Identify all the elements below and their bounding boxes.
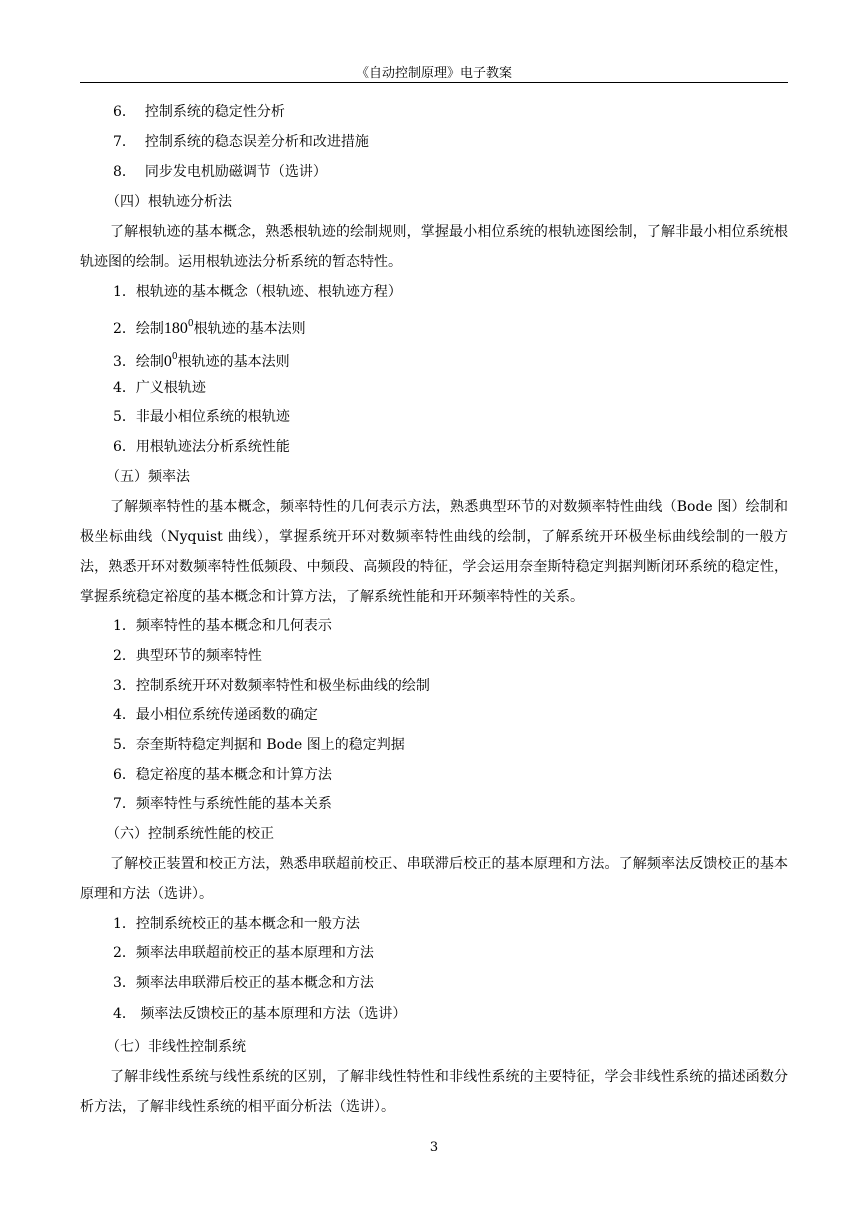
list-item: 5．非最小相位系统的根轨迹: [113, 409, 290, 425]
paragraph: 了解非线性系统与线性系统的区别，了解非线性特性和非线性系统的主要特征，学会非线性系统的描述函数分析方法，了解非线性系统的相平面分析法（选讲）。: [80, 1069, 788, 1115]
list-item: 1．控制系统校正的基本概念和一般方法: [113, 916, 360, 932]
header-rule: [80, 82, 788, 83]
list-item: 8． 同步发电机励磁调节（选讲）: [113, 164, 327, 180]
list-item: 5．奈奎斯特稳定判据和 Bode 图上的稳定判据: [113, 737, 405, 753]
page-number: 3: [429, 1140, 439, 1155]
list-item: 4．最小相位系统传递函数的确定: [113, 707, 318, 723]
list-item: 7．频率特性与系统性能的基本关系: [113, 796, 332, 812]
paragraph: 了解频率特性的基本概念，频率特性的几何表示方法，熟悉典型环节的对数频率特性曲线（Bode 图）绘制和极坐标曲线（Nyquist 曲线），掌握系统开环对数频率特性曲线的绘制，了解系统开环极坐标曲线绘制的一般方法，熟悉开环对数频率特性低频段、中频段、高频段的特征，学会运用奈奎斯特稳定判据判断闭环系统的稳定性，掌握系统稳定裕度的基本概念和计算方法，了解系统性能和开环频率特性的关系。: [80, 499, 788, 605]
list-item: 1．根轨迹的基本概念（根轨迹、根轨迹方程）: [113, 284, 402, 300]
list-item: 4． 频率法反馈校正的基本原理和方法（选讲）: [113, 1006, 407, 1022]
section-heading: （四）根轨迹分析法: [106, 194, 232, 210]
list-item: 1．频率特性的基本概念和几何表示: [113, 618, 332, 634]
section-heading: （七）非线性控制系统: [106, 1039, 246, 1055]
page-header: 《自动控制原理》电子教案: [355, 66, 512, 81]
list-item: 2．典型环节的频率特性: [113, 648, 262, 664]
list-item: 3．频率法串联滞后校正的基本概念和方法: [113, 975, 374, 991]
paragraph: 了解根轨迹的基本概念，熟悉根轨迹的绘制规则，掌握最小相位系统的根轨迹图绘制，了解非最小相位系统根轨迹图的绘制。运用根轨迹法分析系统的暂态特性。: [80, 224, 788, 270]
list-item: 2．频率法串联超前校正的基本原理和方法: [113, 945, 374, 961]
list-item: 6．用根轨迹法分析系统性能: [113, 439, 290, 455]
paragraph: 了解校正装置和校正方法，熟悉串联超前校正、串联滞后校正的基本原理和方法。了解频率法反馈校正的基本原理和方法（选讲）。: [80, 856, 788, 902]
list-item: 6．稳定裕度的基本概念和计算方法: [113, 767, 332, 783]
list-item: 6． 控制系统的稳定性分析: [113, 104, 285, 120]
list-item: 3．控制系统开环对数频率特性和极坐标曲线的绘制: [113, 678, 430, 694]
section-heading: （五）频率法: [106, 469, 190, 485]
list-item: 7． 控制系统的稳态误差分析和改进措施: [113, 134, 369, 150]
list-item: 2．绘制$180^0$根轨迹的基本法则: [113, 319, 306, 337]
section-heading: （六）控制系统性能的校正: [106, 826, 274, 842]
list-item: 4．广义根轨迹: [113, 380, 206, 396]
list-item: 3．绘制$0^0$根轨迹的基本法则: [113, 352, 290, 370]
